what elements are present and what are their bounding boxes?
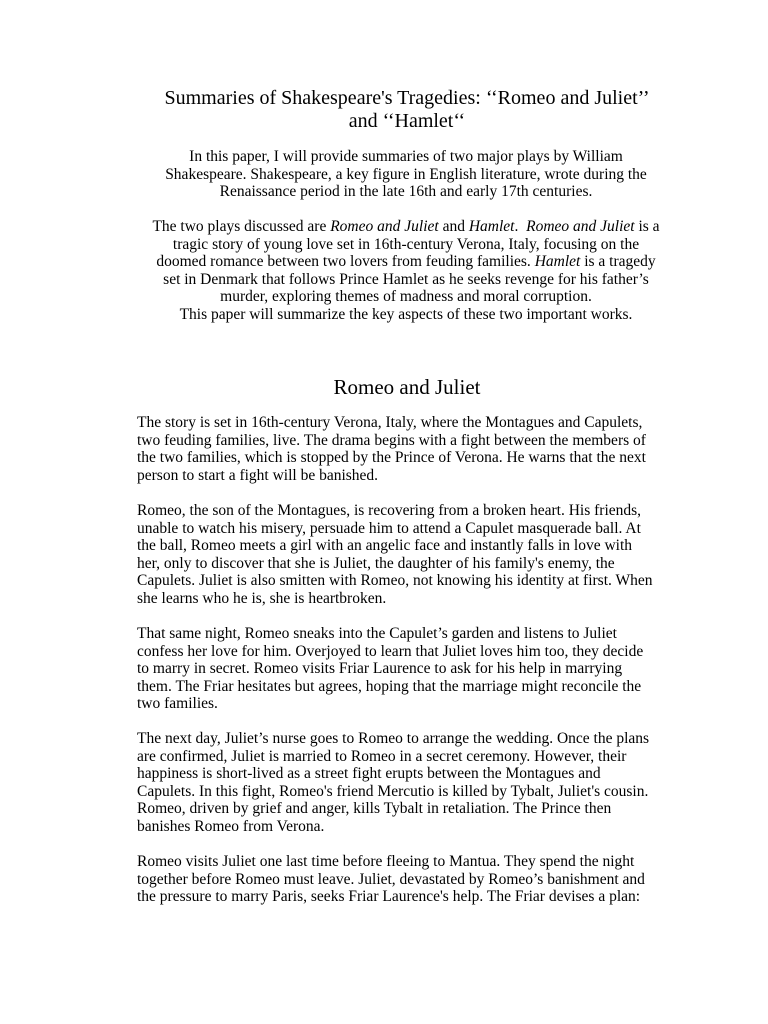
text-line: her, only to discover that she is Juliet, the daughter of his family's enemy, the (137, 554, 615, 572)
intro-paragraph (130, 148, 682, 201)
play-title: Hamlet (534, 253, 581, 271)
text-run: doomed romance between two lovers from feuding families. (156, 253, 535, 271)
text-run: The two plays discussed are (152, 218, 331, 235)
text-line: set in Denmark that follows Prince Hamlet as he seeks revenge for his father’s (163, 270, 649, 288)
body-paragraph (137, 414, 682, 484)
text-line: murder, exploring themes of madness and moral corruption. (220, 288, 592, 306)
text-line: Shakespeare. Shakespeare, a key figure in English literature, wrote during the (165, 165, 647, 183)
text-run: is a tragedy (580, 253, 656, 271)
text-line: Romeo, driven by grief and anger, kills Tybalt in retaliation. The Prince then (137, 800, 612, 818)
play-title: Hamlet (468, 218, 515, 235)
text-line: In this paper, I will provide summaries of two major plays by William (189, 148, 623, 165)
text-line: happiness is short-lived as a street fight erupts between the Montagues and (137, 765, 601, 783)
text-line: them. The Friar hesitates but agrees, hoping that the marriage might reconcile the (137, 677, 642, 695)
text-line: Capulets. In this fight, Romeo's friend Mercutio is killed by Tybalt, Juliet's cousin. (137, 782, 649, 800)
text-line: That same night, Romeo sneaks into the Capulet’s garden and listens to Juliet (137, 625, 617, 642)
body-paragraph (137, 502, 682, 608)
text-line: to marry in secret. Romeo visits Friar Laurence to ask for his help in marrying (137, 660, 623, 678)
body-paragraph (137, 625, 682, 713)
text-line: The story is set in 16th-century Verona, Italy, where the Montagues and Capulets, (137, 414, 643, 431)
text-line: unable to watch his misery, persuade him to attend a Capulet masquerade ball. At (137, 519, 641, 537)
text-line: confess her love for him. Overjoyed to learn that Juliet loves him too, they decide (137, 642, 644, 660)
text-run: is a (634, 218, 660, 235)
text-line: are confirmed, Juliet is married to Romeo in a secret ceremony. However, their (137, 747, 627, 765)
text-line: together before Romeo must leave. Juliet, devastated by Romeo’s banishment and (137, 870, 645, 888)
text-line: Romeo, the son of the Montagues, is recovering from a broken heart. His friends, (137, 502, 642, 519)
title-line: and ‘‘Hamlet‘‘ (348, 110, 466, 132)
play-title: Romeo and Juliet (330, 218, 439, 235)
text-line (130, 218, 682, 236)
text-line: Capulets. Juliet is also smitten with Romeo, not knowing his identity at first. When (137, 572, 653, 590)
text-line: Romeo visits Juliet one last time before fleeing to Mantua. They spend the night (137, 853, 635, 870)
text-run: and (438, 218, 469, 235)
text-line: the pressure to marry Paris, seeks Friar Laurence's help. The Friar devises a plan: (137, 888, 641, 906)
text-line: The next day, Juliet’s nurse goes to Romeo to arrange the wedding. Once the plans (137, 730, 650, 747)
text-line: Renaissance period in the late 16th and early 17th centuries. (219, 183, 593, 201)
page-title (120, 87, 694, 133)
body-paragraph (137, 853, 682, 906)
text-line: two feuding families, live. The drama begins with a fight between the members of (137, 431, 646, 449)
section-heading: Romeo and Juliet (333, 375, 481, 399)
text-line: banishes Romeo from Verona. (137, 817, 325, 835)
text-run: . (514, 218, 527, 235)
intro-plays-paragraph (130, 218, 682, 324)
text-line (130, 253, 682, 271)
text-line: she learns who he is, she is heartbroken. (137, 589, 387, 607)
text-line: person to start a fight will be banished. (137, 466, 379, 484)
text-line: tragic story of young love set in 16th-century Verona, Italy, focusing on the (172, 235, 640, 253)
text-line: This paper will summarize the key aspects of these two important works. (179, 305, 633, 323)
text-line: the two families, which is stopped by the Prince of Verona. He warns that the next (137, 449, 646, 467)
play-title: Romeo and Juliet (526, 218, 635, 235)
title-line: Summaries of Shakespeare's Tragedies: ‘‘Romeo and Juliet’’ (164, 87, 650, 109)
text-line: two families. (137, 695, 218, 713)
body-paragraph (137, 730, 682, 836)
text-line: the ball, Romeo meets a girl with an angelic face and instantly falls in love with (137, 537, 633, 555)
